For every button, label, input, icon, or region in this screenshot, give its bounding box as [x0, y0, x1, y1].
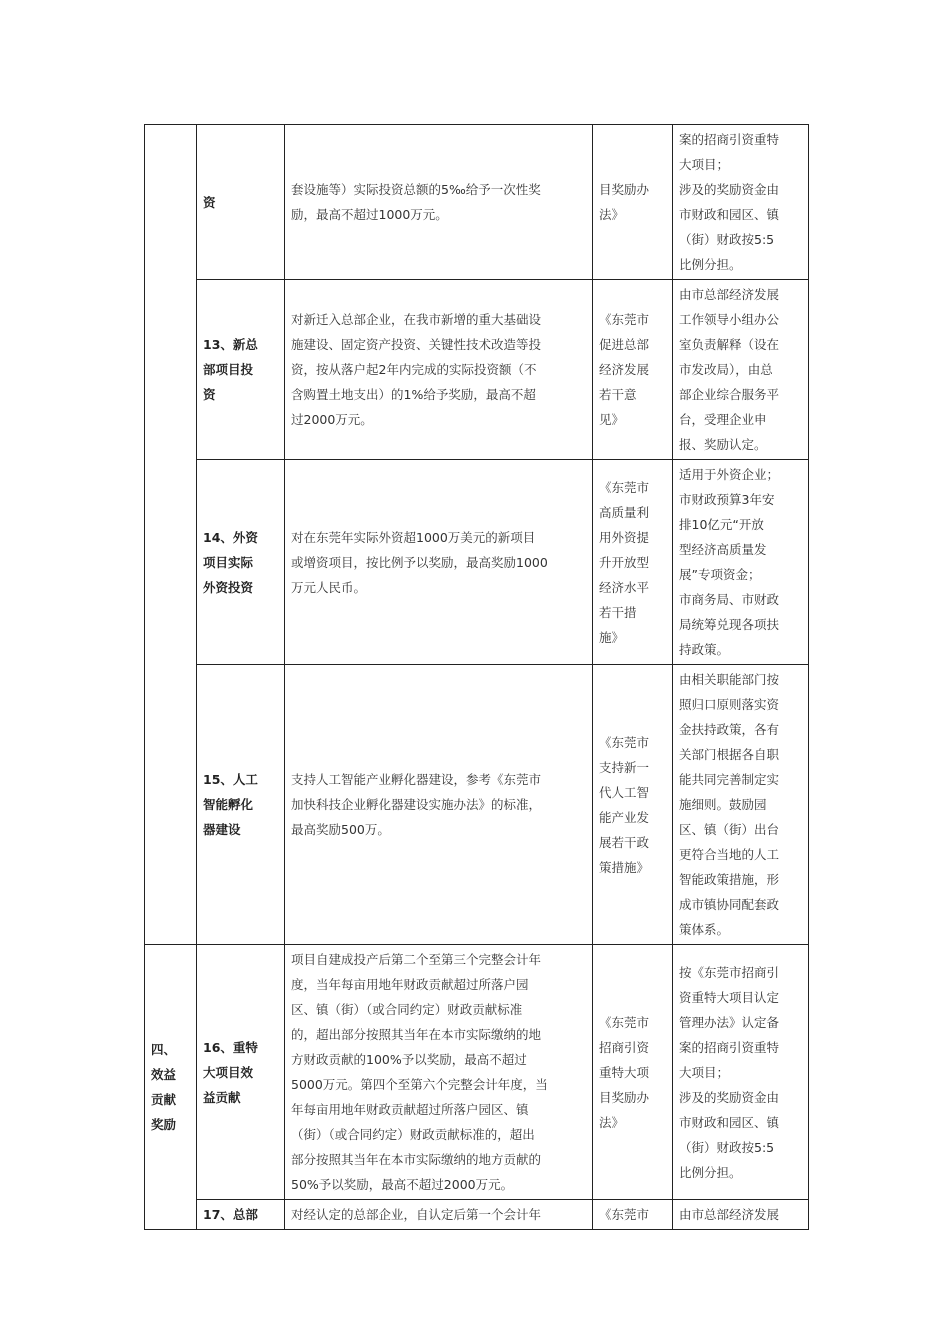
table-row [145, 945, 809, 1200]
item-name: 17、总部 [197, 1200, 285, 1230]
item-note: 由相关职能部门按 照归口原则落实资 金扶持政策，各有 关部门根据各自职 能共同完善制定实 施细则。鼓励园 区、镇（街）出台 更符合当地的人工 智能政策措施，形 成市镇协同配套政 策体系。 [673, 665, 809, 945]
item-name: 15、人工 智能孵化 器建设 [197, 665, 285, 945]
item-name: 13、新总 部项目投 资 [197, 280, 285, 460]
category-cell-empty [145, 125, 197, 945]
item-content: 套设施等）实际投资总额的5‰给予一次性奖 励，最高不超过1000万元。 [285, 125, 593, 280]
item-name: 16、重特 大项目效 益贡献 [197, 945, 285, 1200]
item-content: 对在东莞年实际外资超1000万美元的新项目 或增资项目，按比例予以奖励，最高奖励1000 万元人民币。 [285, 460, 593, 665]
policy-table [144, 124, 809, 1230]
item-name: 资 [197, 125, 285, 280]
table-row [145, 1200, 809, 1230]
item-note: 按《东莞市招商引 资重特大项目认定 管理办法》认定备 案的招商引资重特 大项目； 涉及的奖励资金由 市财政和园区、镇 （街）财政按5:5 比例分担。 [673, 945, 809, 1200]
item-note: 由市总部经济发展 工作领导小组办公 室负责解释（设在 市发改局），由总 部企业综合服务平 台，受理企业申 报、奖励认定。 [673, 280, 809, 460]
item-content: 项目自建成投产后第二个至第三个完整会计年 度，当年每亩用地年财政贡献超过所落户园 区、镇（街）（或合同约定）财政贡献标准 的，超出部分按照其当年在本市实际缴纳的地 方财政贡献的100%予以奖励，最高不超过 5000万元。第四个至第六个完整会计年度，当 年每亩用地年财政贡献超过所落户园区、镇 （街）（或合同约定）财政贡献标准的，超出 部分按照其当年在本市实际缴纳的地方贡献的 50%予以奖励，最高不超过2000万元。 [285, 945, 593, 1200]
item-policy: 《东莞市 高质量利 用外资提 升开放型 经济水平 若干措 施》 [593, 460, 673, 665]
item-note: 适用于外资企业； 市财政预算3年安 排10亿元“开放 型经济高质量发 展”专项资金； 市商务局、市财政 局统筹兑现各项扶 持政策。 [673, 460, 809, 665]
item-note: 案的招商引资重特 大项目； 涉及的奖励资金由 市财政和园区、镇 （街）财政按5:5 比例分担。 [673, 125, 809, 280]
item-content: 支持人工智能产业孵化器建设，参考《东莞市 加快科技企业孵化器建设实施办法》的标准， 最高奖励500万。 [285, 665, 593, 945]
table-row [145, 665, 809, 945]
category-cell: 四、 效益 贡献 奖励 [145, 945, 197, 1230]
item-policy: 《东莞市 促进总部 经济发展 若干意 见》 [593, 280, 673, 460]
item-policy: 《东莞市 [593, 1200, 673, 1230]
item-note: 由市总部经济发展 [673, 1200, 809, 1230]
item-name: 14、外资 项目实际 外资投资 [197, 460, 285, 665]
table-row [145, 460, 809, 665]
item-content: 对新迁入总部企业，在我市新增的重大基础设 施建设、固定资产投资、关键性技术改造等投 资，按从落户起2年内完成的实际投资额（不 含购置土地支出）的1%给予奖励，最高不超 过2000万元。 [285, 280, 593, 460]
table-row [145, 280, 809, 460]
item-policy: 《东莞市 支持新一 代人工智 能产业发 展若干政 策措施》 [593, 665, 673, 945]
item-policy: 目奖励办 法》 [593, 125, 673, 280]
item-content: 对经认定的总部企业，自认定后第一个会计年 [285, 1200, 593, 1230]
item-policy: 《东莞市 招商引资 重特大项 目奖励办 法》 [593, 945, 673, 1200]
table-row [145, 125, 809, 280]
